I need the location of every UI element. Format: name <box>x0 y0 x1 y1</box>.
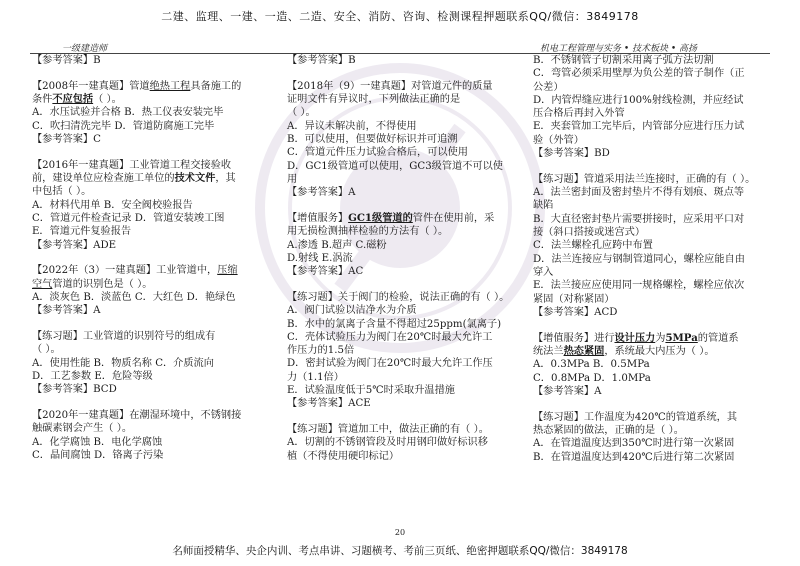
option-line: A．阀门试验以洁净水为介质 <box>287 305 417 317</box>
option-line: B．在管道温度达到420℃后进行第二次紧固 <box>533 451 735 463</box>
option-line: 验（外管） <box>533 134 584 146</box>
underlined-term: 空气 <box>32 278 53 290</box>
question-line: 证明文件有异议时，下列做法正确的是 <box>287 94 461 106</box>
underlined-term: 绝热工程 <box>149 80 191 92</box>
option-line: C．管道元件检查记录 D．管道安装竣工图 <box>32 212 225 224</box>
answer-line: 【参考答案】A <box>32 305 101 317</box>
answer-line: 【参考答案】A <box>533 385 602 397</box>
question-line: 【练习题】关于阀门的检验，说法正确的有（ ）。 <box>287 291 510 303</box>
emphasis-term: 热态紧固 <box>563 344 605 357</box>
column-2 <box>287 54 525 463</box>
question-text: ，其 <box>215 173 236 185</box>
question-line: 【2018年（9）一建真题】对管道元件的质量 <box>287 80 493 92</box>
question-line <box>32 278 278 291</box>
question-text: 条件 <box>32 94 53 106</box>
option-line: C．壳体试验压力为阀门在20℃时最大允许工 <box>287 331 493 343</box>
question-text: 前，建设单位应检查施工单位的 <box>32 173 175 185</box>
question-line <box>32 264 278 277</box>
option-line: B．大直径密封垫片需要拼接时，应采用平口对 <box>533 213 745 225</box>
question-line: （ ）。 <box>287 107 316 119</box>
option-line: 穿入 <box>533 266 554 278</box>
option-line: D．密封试验为阀门在20℃时最大允许工作压 <box>287 358 493 370</box>
question-text: 【增值服务】 <box>287 212 349 224</box>
question-line: 【练习题】工业管道的识别符号的组成有 <box>32 331 216 343</box>
answer-line: 【参考答案】ACE <box>287 398 371 410</box>
option-line: 作压力的1.5倍 <box>287 345 355 357</box>
question-line: 【2016年一建真题】工业管道工程交接验收 <box>32 159 232 171</box>
question-text: 具备施工的 <box>190 80 242 92</box>
option-line: 缺陷 <box>533 200 554 212</box>
option-line: D．GC1级管道可以使用，GC3级管道不可以使 <box>287 160 503 172</box>
option-line: C．吹扫清洗完毕 D．管道防腐施工完毕 <box>32 120 215 132</box>
emphasis-term: 5MPa <box>665 331 698 344</box>
option-line: A．水压试验并合格 B．热工仪表安装完毕 <box>32 107 224 119</box>
question-text: 管件在使用前，采 <box>412 212 495 224</box>
question-text: 统法兰 <box>533 345 564 357</box>
question-line: 用无损检测抽样检验的方法有（ ）。 <box>287 226 449 238</box>
option-line: 公差） <box>533 81 564 93</box>
answer-line: 【参考答案】BD <box>533 148 610 160</box>
emphasis-term: 不应包括 <box>52 93 94 106</box>
option-line: C．法兰螺栓孔应跨中布置 <box>533 240 653 252</box>
option-line: C．0.8MPa D．1.0MPa <box>533 372 651 384</box>
option-line: 接（斜口搭接或迷宫式） <box>533 227 646 239</box>
option-line: C．弯管必须采用壁厚为负公差的管子制作（正 <box>533 68 745 80</box>
option-line: A．0.3MPa B．0.5MPa <box>533 359 650 371</box>
emphasis-term: 设计压力 <box>614 331 656 344</box>
question-line <box>533 345 773 358</box>
option-line: A.渗透 B.超声 C.磁粉 <box>287 239 387 251</box>
question-line: 触碳素钢会产生（ ）。 <box>32 423 133 435</box>
question-text: 为 <box>655 332 666 344</box>
top-banner: 二建、监理、一建、一造、二造、安全、消防、咨询、检测课程押题联系QQ/微信：3849178 <box>161 10 639 23</box>
answer-line: 【参考答案】B <box>32 55 101 66</box>
option-line: E．管道元件复验报告 <box>32 226 132 238</box>
option-line: D．法兰连接应与钢制管道同心，螺栓应能自由 <box>533 253 745 265</box>
option-line: 紧固（对称紧固） <box>533 293 615 305</box>
option-line: 压合格后再封入外管 <box>533 108 625 120</box>
option-line: E．夹套管加工完毕后，内管部分应进行压力试 <box>533 121 745 133</box>
answer-line: 【参考答案】BCD <box>32 384 117 396</box>
underlined-term: 压缩 <box>217 265 238 277</box>
question-line <box>533 332 773 345</box>
option-line: D.射线 E.涡流 <box>287 252 353 264</box>
question-line: 【练习题】管道采用法兰连接时，正确的有（ ）。 <box>533 173 756 185</box>
answer-line: 【参考答案】AC <box>287 266 364 278</box>
bottom-banner: 名师面授精华、央企内训、考点串讲、习题横考、考前三页纸、绝密押题联系QQ/微信：3849178 <box>172 545 628 557</box>
option-line: A．材料代用单 B．安全阀校验报告 <box>32 199 193 211</box>
option-line: D．工艺参数 E．危险等级 <box>32 370 153 382</box>
emphasis-term: 技术文件 <box>174 172 216 185</box>
question-line: （ ）。 <box>32 344 61 356</box>
question-text: 的管道系 <box>697 332 739 344</box>
question-line: 【练习题】管道加工中，做法正确的有（ ）。 <box>287 424 489 436</box>
answer-line: 【参考答案】ACD <box>533 306 618 318</box>
question-text: 【2008年一建真题】管道 <box>32 80 150 92</box>
option-line: A．淡灰色 B．淡蓝色 C．大红色 D．艳绿色 <box>32 291 236 303</box>
option-line: B．水中的氯离子含量不得超过25ppm(氯离子) <box>287 318 502 330</box>
question-line <box>32 93 278 106</box>
question-line: 热态紧固的做法，正确的是（ ）。 <box>533 424 684 436</box>
option-line: E．试验温度低于5℃时采取升温措施 <box>287 385 455 397</box>
question-text: 【2022年（3）一建真题】工业管道中， <box>32 265 218 277</box>
option-line: A．异议未解决前，不得使用 <box>287 120 417 132</box>
question-line: 【练习题】工作温度为420℃的管道系统，其 <box>533 411 738 423</box>
column-1 <box>32 54 278 462</box>
option-line: E．法兰接应应使用同一规格螺栓，螺栓应依次 <box>533 280 745 292</box>
answer-line: 【参考答案】A <box>287 187 356 199</box>
answer-line: 【参考答案】B <box>287 55 356 66</box>
header-left: 一级建造师 <box>62 44 108 54</box>
column-3 <box>533 54 773 464</box>
option-line: C．晶间腐蚀 D．铬离子污染 <box>32 449 164 461</box>
question-text: 管道的识别色是（ ）。 <box>52 278 153 290</box>
option-line: D．内管焊缝应进行100%射线检测，并应经试 <box>533 94 744 106</box>
option-line: 用 <box>287 173 298 185</box>
question-text: （ ）。 <box>93 94 122 106</box>
question-line: 【2020年一建真题】在潮湿环境中，不锈钢接 <box>32 410 242 422</box>
answer-line: 【参考答案】ADE <box>32 239 117 251</box>
option-line: 植（不得使用硬印标记） <box>287 450 400 462</box>
question-text: ，系统最大内压为（ ）。 <box>604 345 715 357</box>
question-line <box>287 212 525 225</box>
header-right: 机电工程管理与实务 • 技术板块 • 高扬 <box>540 44 698 54</box>
answer-line: 【参考答案】C <box>32 133 101 145</box>
question-line <box>32 172 278 185</box>
option-line: A．切割的不锈钢管段及时用钢印做好标识移 <box>287 437 488 449</box>
option-line: B．可以使用，但要做好标识并可追溯 <box>287 133 458 145</box>
option-line: C．管道元件压力试验合格后，可以使用 <box>287 147 468 159</box>
question-text: 【增值服务】进行 <box>533 332 615 344</box>
option-line: 力（1.1倍） <box>287 371 344 383</box>
option-line: A．在管道温度达到350℃时进行第一次紧固 <box>533 438 735 450</box>
emphasis-term: GC1级管道的 <box>348 211 413 224</box>
option-line: B．不锈钢管子切割采用离子弧方法切割 <box>533 55 714 66</box>
page-number: 20 <box>394 528 406 537</box>
option-line: A．使用性能 B．物质名称 C．介质流向 <box>32 357 214 369</box>
question-line <box>32 80 278 93</box>
option-line: A．化学腐蚀 B．电化学腐蚀 <box>32 436 163 448</box>
question-line: 中包括（ ）。 <box>32 186 92 198</box>
option-line: A．法兰密封面及密封垫片不得有划痕、斑点等 <box>533 187 745 199</box>
